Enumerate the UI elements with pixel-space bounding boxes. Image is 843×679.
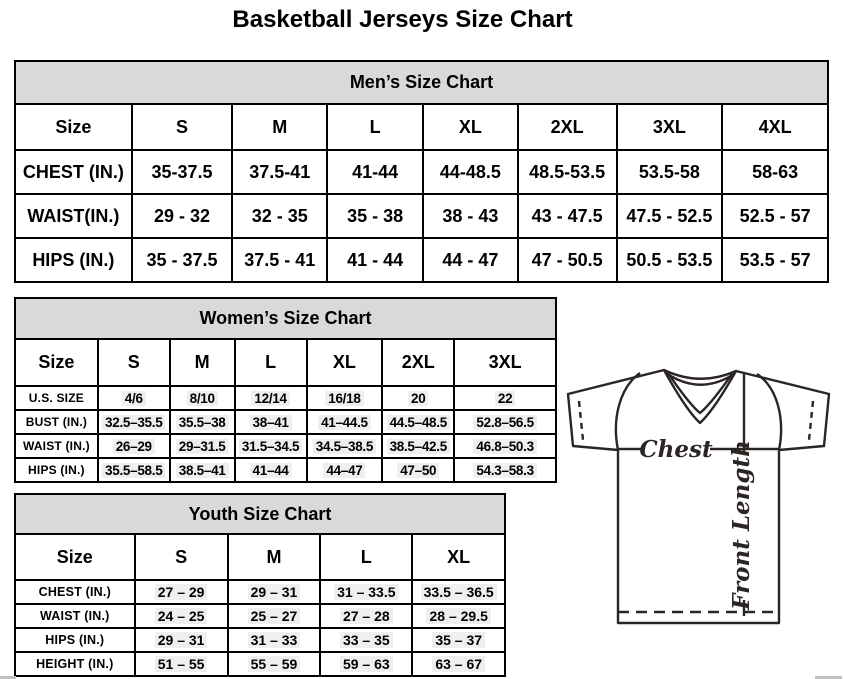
size-value: 41-44 (327, 150, 423, 194)
mens-size-chart-table (14, 60, 829, 283)
size-value: 54.3–58.3 (454, 458, 556, 482)
size-value: 12/14 (235, 386, 307, 410)
size-value: 27 – 28 (320, 604, 412, 628)
size-value: 52.8–56.5 (454, 410, 556, 434)
column-header: S (98, 339, 170, 386)
column-header: S (135, 534, 228, 580)
size-value: 41 - 44 (327, 238, 423, 282)
youth-header-row (15, 534, 505, 580)
size-value: 34.5–38.5 (307, 434, 383, 458)
table-row (15, 386, 556, 410)
size-value: 53.5 - 57 (722, 238, 828, 282)
column-header: L (327, 104, 423, 150)
column-header: M (228, 534, 321, 580)
youth-size-chart-table (14, 493, 506, 677)
column-header: M (232, 104, 327, 150)
size-value: 48.5-53.5 (518, 150, 617, 194)
size-value: 8/10 (170, 386, 235, 410)
womens-chart-title: Women’s Size Chart (15, 298, 556, 339)
size-value: 47.5 - 52.5 (617, 194, 723, 238)
page-title: Basketball Jerseys Size Chart (232, 6, 573, 33)
size-value: 32.5–35.5 (98, 410, 170, 434)
size-value: 28 – 29.5 (412, 604, 505, 628)
table-row (15, 410, 556, 434)
row-label: WAIST (IN.) (15, 434, 98, 458)
column-header: 2XL (382, 339, 454, 386)
size-value: 35.5–38 (170, 410, 235, 434)
table-row (15, 458, 556, 482)
size-value: 59 – 63 (320, 652, 412, 676)
column-header: Size (15, 534, 135, 580)
size-value: 52.5 - 57 (722, 194, 828, 238)
size-value: 44.5–48.5 (382, 410, 454, 434)
size-value: 31.5–34.5 (235, 434, 307, 458)
size-value: 24 – 25 (135, 604, 228, 628)
table-row (15, 150, 828, 194)
table-row (15, 604, 505, 628)
size-value: 29 - 32 (132, 194, 233, 238)
size-value: 29 – 31 (135, 628, 228, 652)
size-value: 44 - 47 (423, 238, 518, 282)
row-label: BUST (IN.) (15, 410, 98, 434)
column-header: L (235, 339, 307, 386)
jersey-measurement-diagram (556, 360, 836, 630)
size-value: 50.5 - 53.5 (617, 238, 723, 282)
size-value: 41–44.5 (307, 410, 383, 434)
row-label: U.S. SIZE (15, 386, 98, 410)
size-value: 20 (382, 386, 454, 410)
size-value: 55 – 59 (228, 652, 321, 676)
mens-header-row (15, 104, 828, 150)
size-value: 58-63 (722, 150, 828, 194)
row-label: HIPS (IN.) (15, 238, 132, 282)
table-row (15, 434, 556, 458)
size-value: 37.5-41 (232, 150, 327, 194)
size-value: 25 – 27 (228, 604, 321, 628)
size-value: 38.5–41 (170, 458, 235, 482)
womens-size-chart-table (14, 297, 557, 483)
size-value: 26–29 (98, 434, 170, 458)
table-row (15, 628, 505, 652)
size-value: 33.5 – 36.5 (412, 580, 505, 604)
size-value: 63 – 67 (412, 652, 505, 676)
size-value: 35 – 37 (412, 628, 505, 652)
table-row (15, 238, 828, 282)
column-header: 2XL (518, 104, 617, 150)
size-value: 4/6 (98, 386, 170, 410)
size-value: 38 - 43 (423, 194, 518, 238)
column-header: 3XL (454, 339, 556, 386)
column-header: 3XL (617, 104, 723, 150)
size-value: 47–50 (382, 458, 454, 482)
size-value: 47 - 50.5 (518, 238, 617, 282)
size-value: 35-37.5 (132, 150, 233, 194)
size-value: 38–41 (235, 410, 307, 434)
size-value: 51 – 55 (135, 652, 228, 676)
size-value: 29–31.5 (170, 434, 235, 458)
size-value: 16/18 (307, 386, 383, 410)
size-value: 35.5–58.5 (98, 458, 170, 482)
row-label: WAIST (IN.) (15, 604, 135, 628)
mens-chart-title: Men’s Size Chart (15, 61, 828, 104)
size-value: 35 - 38 (327, 194, 423, 238)
row-label: HIPS (IN.) (15, 628, 135, 652)
column-header: Size (15, 104, 132, 150)
row-label: CHEST (IN.) (15, 150, 132, 194)
size-value: 44-48.5 (423, 150, 518, 194)
table-row (15, 194, 828, 238)
row-label: HIPS (IN.) (15, 458, 98, 482)
size-value: 37.5 - 41 (232, 238, 327, 282)
size-value: 29 – 31 (228, 580, 321, 604)
womens-header-row (15, 339, 556, 386)
size-value: 43 - 47.5 (518, 194, 617, 238)
size-value: 41–44 (235, 458, 307, 482)
row-label: CHEST (IN.) (15, 580, 135, 604)
size-value: 31 – 33.5 (320, 580, 412, 604)
column-header: 4XL (722, 104, 828, 150)
column-header: Size (15, 339, 98, 386)
chest-label: Chest (639, 436, 713, 463)
column-header: M (170, 339, 235, 386)
size-value: 53.5-58 (617, 150, 723, 194)
row-label: HEIGHT (IN.) (15, 652, 135, 676)
row-label: WAIST(IN.) (15, 194, 132, 238)
column-header: XL (412, 534, 505, 580)
size-value: 32 - 35 (232, 194, 327, 238)
size-value: 44–47 (307, 458, 383, 482)
front-length-label: Front Length (728, 440, 755, 610)
size-value: 27 – 29 (135, 580, 228, 604)
size-value: 46.8–50.3 (454, 434, 556, 458)
youth-chart-title: Youth Size Chart (15, 494, 505, 534)
size-value: 22 (454, 386, 556, 410)
column-header: XL (423, 104, 518, 150)
jersey-outline-icon (568, 370, 829, 623)
size-value: 35 - 37.5 (132, 238, 233, 282)
size-value: 38.5–42.5 (382, 434, 454, 458)
table-row (15, 652, 505, 676)
column-header: L (320, 534, 412, 580)
column-header: S (132, 104, 233, 150)
column-header: XL (307, 339, 383, 386)
size-value: 31 – 33 (228, 628, 321, 652)
size-value: 33 – 35 (320, 628, 412, 652)
table-row (15, 580, 505, 604)
